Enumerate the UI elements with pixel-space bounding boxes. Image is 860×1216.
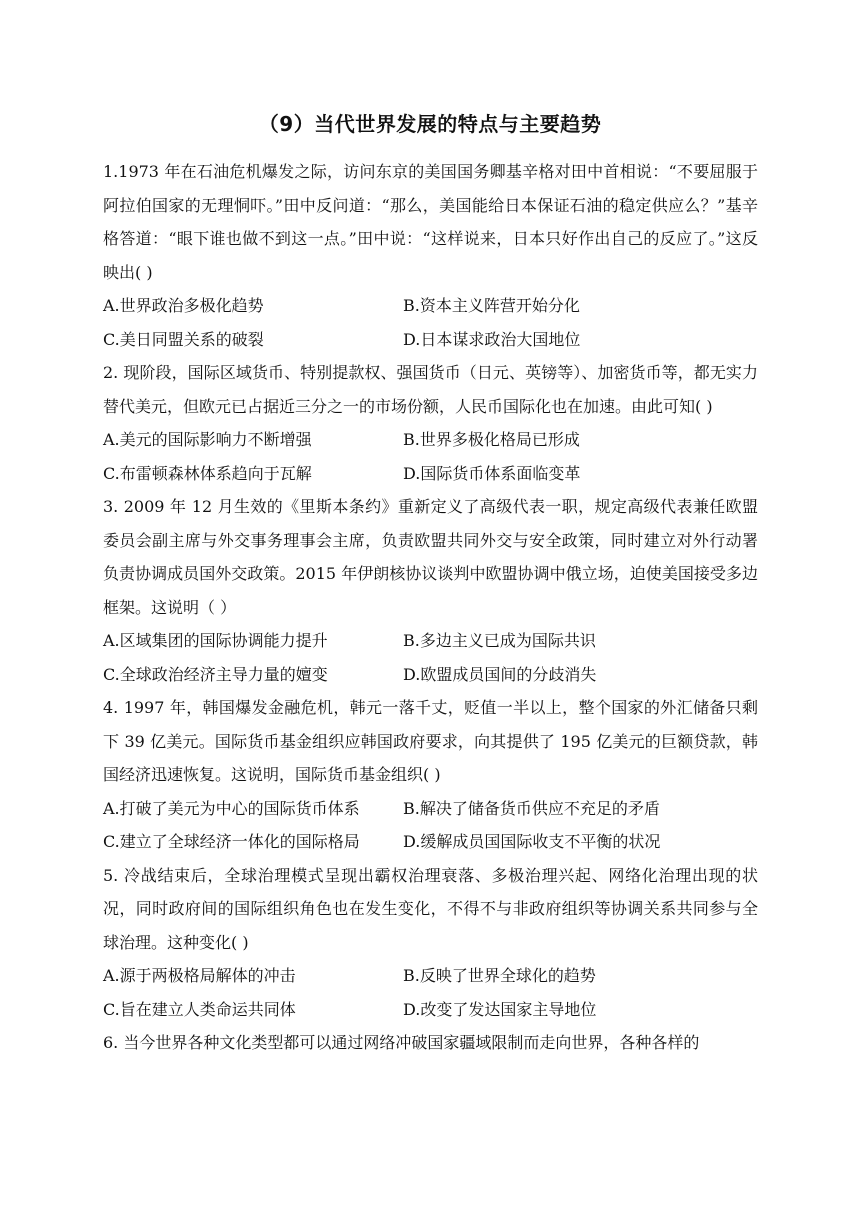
option-row xyxy=(103,658,758,692)
option-d: D.欧盟成员国间的分歧消失 xyxy=(403,664,597,684)
option-a: A.源于两极格局解体的冲击 xyxy=(103,966,296,985)
question-2 xyxy=(103,356,758,490)
option-a: A.世界政治多极化趋势 xyxy=(103,296,264,315)
option-row xyxy=(103,825,758,859)
option-b: B.多边主义已成为国际共识 xyxy=(403,631,596,650)
option-b: B.世界多极化格局已形成 xyxy=(403,430,580,449)
option-d: D.日本谋求政治大国地位 xyxy=(403,329,581,349)
option-d: D.改变了发达国家主导地位 xyxy=(403,999,597,1019)
question-stem: 6. 当今世界各种文化类型都可以通过网络冲破国家疆域限制而走向世界，各种各样的 xyxy=(103,1033,700,1052)
option-row xyxy=(103,323,758,357)
question-list xyxy=(103,155,758,1060)
option-b: B.解决了储备货币供应不充足的矛盾 xyxy=(403,798,660,818)
option-row xyxy=(103,423,758,457)
option-b: B.资本主义阵营开始分化 xyxy=(403,296,580,315)
question-stem: 4. 1997 年，韩国爆发金融危机，韩元一落千丈，贬值一半以上，整个国家的外汇储备只剩下 39 亿美元。国际货币基金组织应韩国政府要求，向其提供了 195 亿美元的巨额贷款，韩国经济迅速恢复。这说明，国际货币基金组织( ) xyxy=(103,698,758,784)
option-a: A.美元的国际影响力不断增强 xyxy=(103,430,312,449)
option-row xyxy=(103,959,758,993)
option-row xyxy=(103,993,758,1027)
document-title: （9）当代世界发展的特点与主要趋势 xyxy=(258,112,602,136)
option-d: D.国际货币体系面临变革 xyxy=(403,463,581,483)
option-c: C.建立了全球经济一体化的国际格局 xyxy=(103,832,360,851)
question-1 xyxy=(103,155,758,356)
question-5 xyxy=(103,859,758,1027)
question-stem: 1.1973 年在石油危机爆发之际，访问东京的美国国务卿基辛格对田中首相说：“不要屈服于阿拉伯国家的无理恫吓。”田中反问道：“那么，美国能给日本保证石油的稳定供应么？”基辛格答道：“眼下谁也做不到这一点。”田中说：“这样说来，日本只好作出自己的反应了。”这反映出( ) xyxy=(103,162,758,282)
option-row xyxy=(103,457,758,491)
option-d: D.缓解成员国国际收支不平衡的状况 xyxy=(403,832,661,851)
question-4 xyxy=(103,691,758,859)
question-6 xyxy=(103,1026,758,1060)
option-c: C.布雷顿森林体系趋向于瓦解 xyxy=(103,463,312,483)
option-row xyxy=(103,792,758,826)
option-c: C.全球政治经济主导力量的嬗变 xyxy=(103,664,328,684)
option-c: C.旨在建立人类命运共同体 xyxy=(103,999,296,1019)
question-stem: 2. 现阶段，国际区域货币、特别提款权、强国货币（日元、英镑等）、加密货币等，都无实力替代美元，但欧元已占据近三分之一的市场份额，人民币国际化也在加速。由此可知( ) xyxy=(103,363,758,416)
option-b: B.反映了世界全球化的趋势 xyxy=(403,966,596,985)
option-row xyxy=(103,624,758,658)
option-row xyxy=(103,289,758,323)
option-c: C.美日同盟关系的破裂 xyxy=(103,329,264,349)
question-stem: 3. 2009 年 12 月生效的《里斯本条约》重新定义了高级代表一职，规定高级代表兼任欧盟委员会副主席与外交事务理事会主席，负责欧盟共同外交与安全政策，同时建立对外行动署负责协调成员国外交政策。2015 年伊朗核协议谈判中欧盟协调中俄立场，迫使美国接受多边框架。这说明（ ） xyxy=(103,497,758,617)
question-stem: 5. 冷战结束后，全球治理模式呈现出霸权治理衰落、多极治理兴起、网络化治理出现的状况，同时政府间的国际组织角色也在发生变化，不得不与非政府组织等协调关系共同参与全球治理。这种变化( ) xyxy=(103,865,758,952)
option-a: A.打破了美元为中心的国际货币体系 xyxy=(103,798,360,818)
option-a: A.区域集团的国际协调能力提升 xyxy=(103,631,328,650)
question-3 xyxy=(103,490,758,691)
